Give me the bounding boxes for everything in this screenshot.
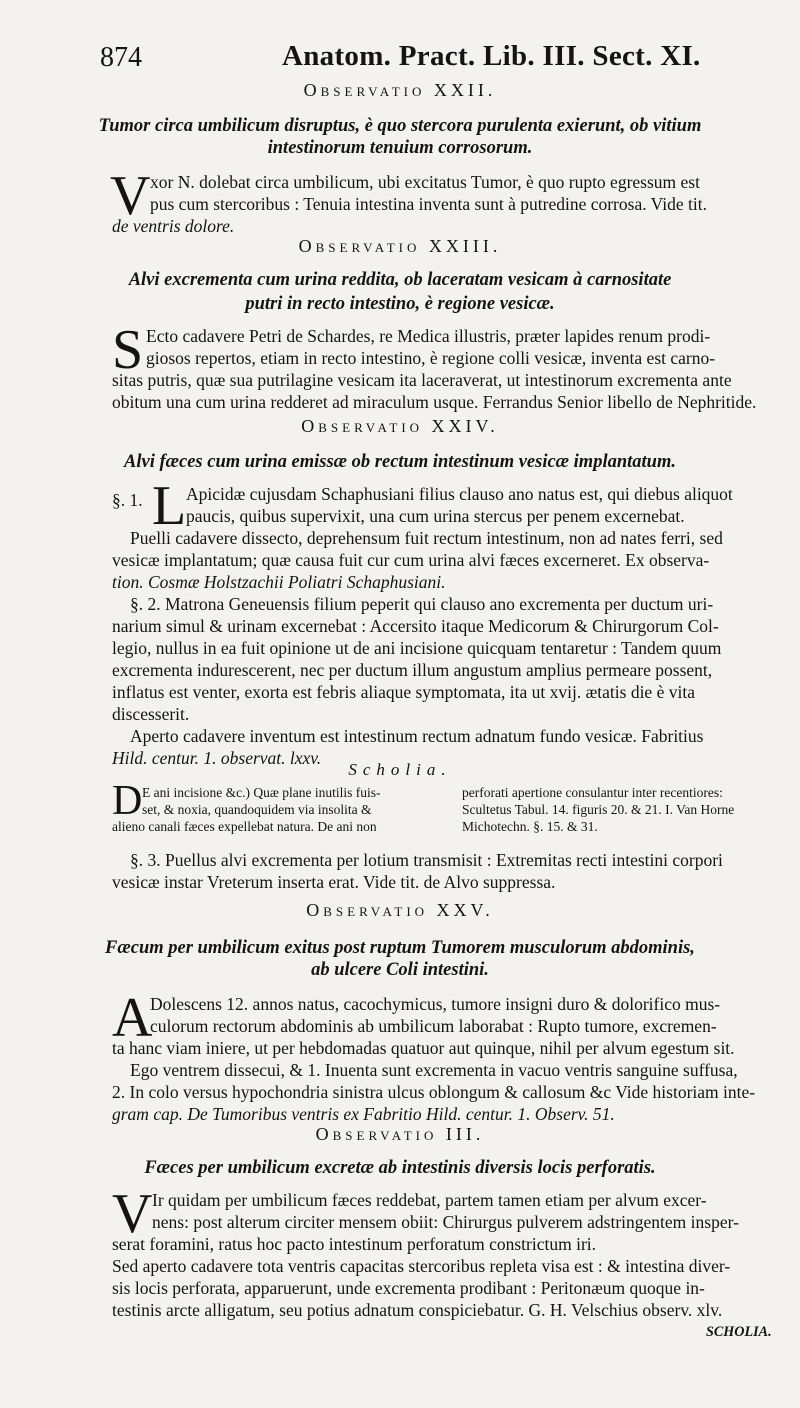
obs24-s3-line-2: vesicæ instar Vreterum inserta erat. Vide tit. de Alvo suppressa. xyxy=(112,872,556,892)
obs22-title-2: intestinorum tenuium corrosorum. xyxy=(267,138,533,158)
obs24-line-10: inflatus est venter, exorta est febris aliaque symptomata, ita ut xvij. ætatis die è vita xyxy=(112,682,695,702)
obs25-line-2: culorum rectorum abdominis ab umbilicum laborabat : Rupto tumore, excremen- xyxy=(150,1016,717,1036)
obs24-line-13: Hild. centur. 1. observat. lxxv. xyxy=(112,748,322,768)
obs24-line-2: paucis, quibus supervixit, una cum urina stercus per penem excernebat. xyxy=(186,506,685,526)
obs23-line-4: obitum una cum urina redderet ad miraculum usque. Ferrandus Senior libello de Nephritide. xyxy=(112,392,757,412)
obs25-title-2: ab ulcere Coli intestini. xyxy=(311,960,489,980)
obs24-line-4: vesicæ implantatum; quæ causa fuit cur cum urina alvi fæces excerneret. Ex observa- xyxy=(112,550,710,570)
obs3-line-2: nens: post alterum circiter mensem obiit: Chirurgus pulverem adstringentem insper- xyxy=(152,1212,739,1232)
obs23-line-1: Ecto cadavere Petri de Schardes, re Medica illustris, præter lapides renum prodi- xyxy=(146,326,711,346)
running-title: Anatom. Pract. Lib. III. Sect. XI. xyxy=(282,40,701,72)
scholia-left-3: alieno canali fæces expellebat natura. De ani non xyxy=(112,819,377,834)
catchword: SCHOLIA. xyxy=(706,1324,772,1340)
obs25-line-1: Dolescens 12. annos natus, cacochymicus, tumore insigni duro & dolorifico mus- xyxy=(150,994,721,1014)
scholia-right-3: Michotechn. §. 15. & 31. xyxy=(462,819,598,834)
obs3-line-5: sis locis perforata, apparuerunt, unde excrementa prodibant : Peritonæum quoque in- xyxy=(112,1278,705,1298)
obs23-title-2: putri in recto intestino, è regione vesicæ. xyxy=(245,294,555,314)
obs24-line-12: Aperto cadavere inventum est intestinum rectum adnatum fundo vesicæ. Fabritius xyxy=(130,726,704,746)
obs24-line-9: excrementa indurescerent, nec per ductum illum angustum amplius permeare possent, xyxy=(112,660,713,680)
page-number: 874 xyxy=(100,42,142,73)
obs24-title: Alvi fæces cum urina emissæ ob rectum intestinum vesicæ implantatum. xyxy=(124,452,676,472)
scholia-right-1: perforati apertione consulantur inter recentiores: xyxy=(462,785,723,800)
obs24-line-6: §. 2. Matrona Geneuensis filium peperit qui clauso ano excrementa per ductum uri- xyxy=(130,594,714,614)
obs24-line-1: Apicidæ cujusdam Schaphusiani filius clauso ano natus est, qui diebus aliquot xyxy=(186,484,733,504)
obs25-line-6: gram cap. De Tumoribus ventris ex Fabritio Hild. centur. 1. Observ. 51. xyxy=(112,1104,615,1124)
obs22-drop-initial: V xyxy=(110,165,151,227)
scholia-left-1: E ani incisione &c.) Quæ plane inutilis fuis- xyxy=(142,785,381,800)
obs24-line-11: discesserit. xyxy=(112,704,190,724)
scholia-drop-initial: D xyxy=(112,778,143,824)
scholia-left-2: set, & noxia, quandoquidem via insolita & xyxy=(142,802,372,817)
obs25-line-3: ta hanc viam iniere, ut per hebdomadas quatuor aut quinque, nihil per alvum egestum sit. xyxy=(112,1038,735,1058)
obs25-line-5: 2. In colo versus hypochondria sinistra ulcus oblongum & callosum &c Vide historiam inte- xyxy=(112,1082,756,1102)
obs24-drop-initial: L xyxy=(152,475,187,537)
obs24-line-8: legio, nullus in ea fuit opinione ut de ani incisione quicquam tentaretur : Tandem quum xyxy=(112,638,722,658)
obs3-drop-initial: V xyxy=(112,1183,153,1245)
scholia-right-2: Scultetus Tabul. 14. figuris 20. & 21. I. Van Horne xyxy=(462,802,735,817)
obs24-line-5: tion. Cosmæ Holstzachii Poliatri Schaphusiani. xyxy=(112,572,446,592)
obs3-heading: Observatio III. xyxy=(315,1124,485,1144)
obs24-line-3: Puelli cadavere dissecto, deprehensum fuit rectum intestinum, non ad nates ferri, sed xyxy=(130,528,723,548)
obs3-title: Fæces per umbilicum excretæ ab intestinis diversis locis perforatis. xyxy=(144,1158,656,1178)
obs25-title-1: Fæcum per umbilicum exitus post ruptum Tumorem musculorum abdominis, xyxy=(105,938,695,958)
obs24-section1-label: §. 1. xyxy=(112,490,143,510)
obs23-drop-initial: S xyxy=(112,319,144,381)
obs24-heading: Observatio XXIV. xyxy=(301,416,499,436)
obs3-line-3: serat foramini, ratus hoc pacto intestinum perforatum constrictum iri. xyxy=(112,1234,597,1254)
scholia-title: Scholia. xyxy=(348,760,452,779)
obs24-line-7: narium simul & urinam excernebat : Accersito itaque Medicorum & Chirurgorum Col- xyxy=(112,616,719,636)
obs25-line-4: Ego ventrem dissecui, & 1. Inuenta sunt excrementa in vacuo ventris sanguine suffusa, xyxy=(130,1060,738,1080)
obs22-title-1: Tumor circa umbilicum disruptus, è quo stercora purulenta exierunt, ob vitium xyxy=(98,116,702,136)
obs24-s3-line-1: §. 3. Puellus alvi excrementa per lotium transmisit : Extremitas recti intestini corpori xyxy=(130,850,723,870)
obs3-line-1: Ir quidam per umbilicum fæces reddebat, partem tamen etiam per alvum excer- xyxy=(152,1190,707,1210)
obs23-line-2: giosos repertos, etiam in recto intestino, è regione colli vesicæ, inventa est carno- xyxy=(146,348,716,368)
obs25-drop-initial: A xyxy=(112,987,153,1049)
obs22-line-1: xor N. dolebat circa umbilicum, ubi excitatus Tumor, è quo rupto egressum est xyxy=(150,172,700,192)
obs22-line-3: de ventris dolore. xyxy=(112,216,235,236)
obs23-line-3: sitas putris, quæ sua putrilagine vesicam ita laceraverat, ut intestinorum excrementa ante xyxy=(112,370,732,390)
obs22-line-2: pus cum stercoribus : Tenuia intestina inventa sunt à putredine corrosa. Vide tit. xyxy=(150,194,707,214)
obs23-heading: Observatio XXIII. xyxy=(298,236,502,256)
obs3-line-6: testinis arcte alligatum, seu potius adnatum conspiciebatur. G. H. Velschius observ. xlv. xyxy=(112,1300,723,1320)
obs3-line-4: Sed aperto cadavere tota ventris capacitas stercoribus repleta visa est : & intestina diver- xyxy=(112,1256,731,1276)
obs22-heading: Observatio XXII. xyxy=(303,80,497,100)
obs23-title-1: Alvi excrementa cum urina reddita, ob laceratam vesicam à carnositate xyxy=(128,270,672,290)
obs25-heading: Observatio XXV. xyxy=(306,900,494,920)
